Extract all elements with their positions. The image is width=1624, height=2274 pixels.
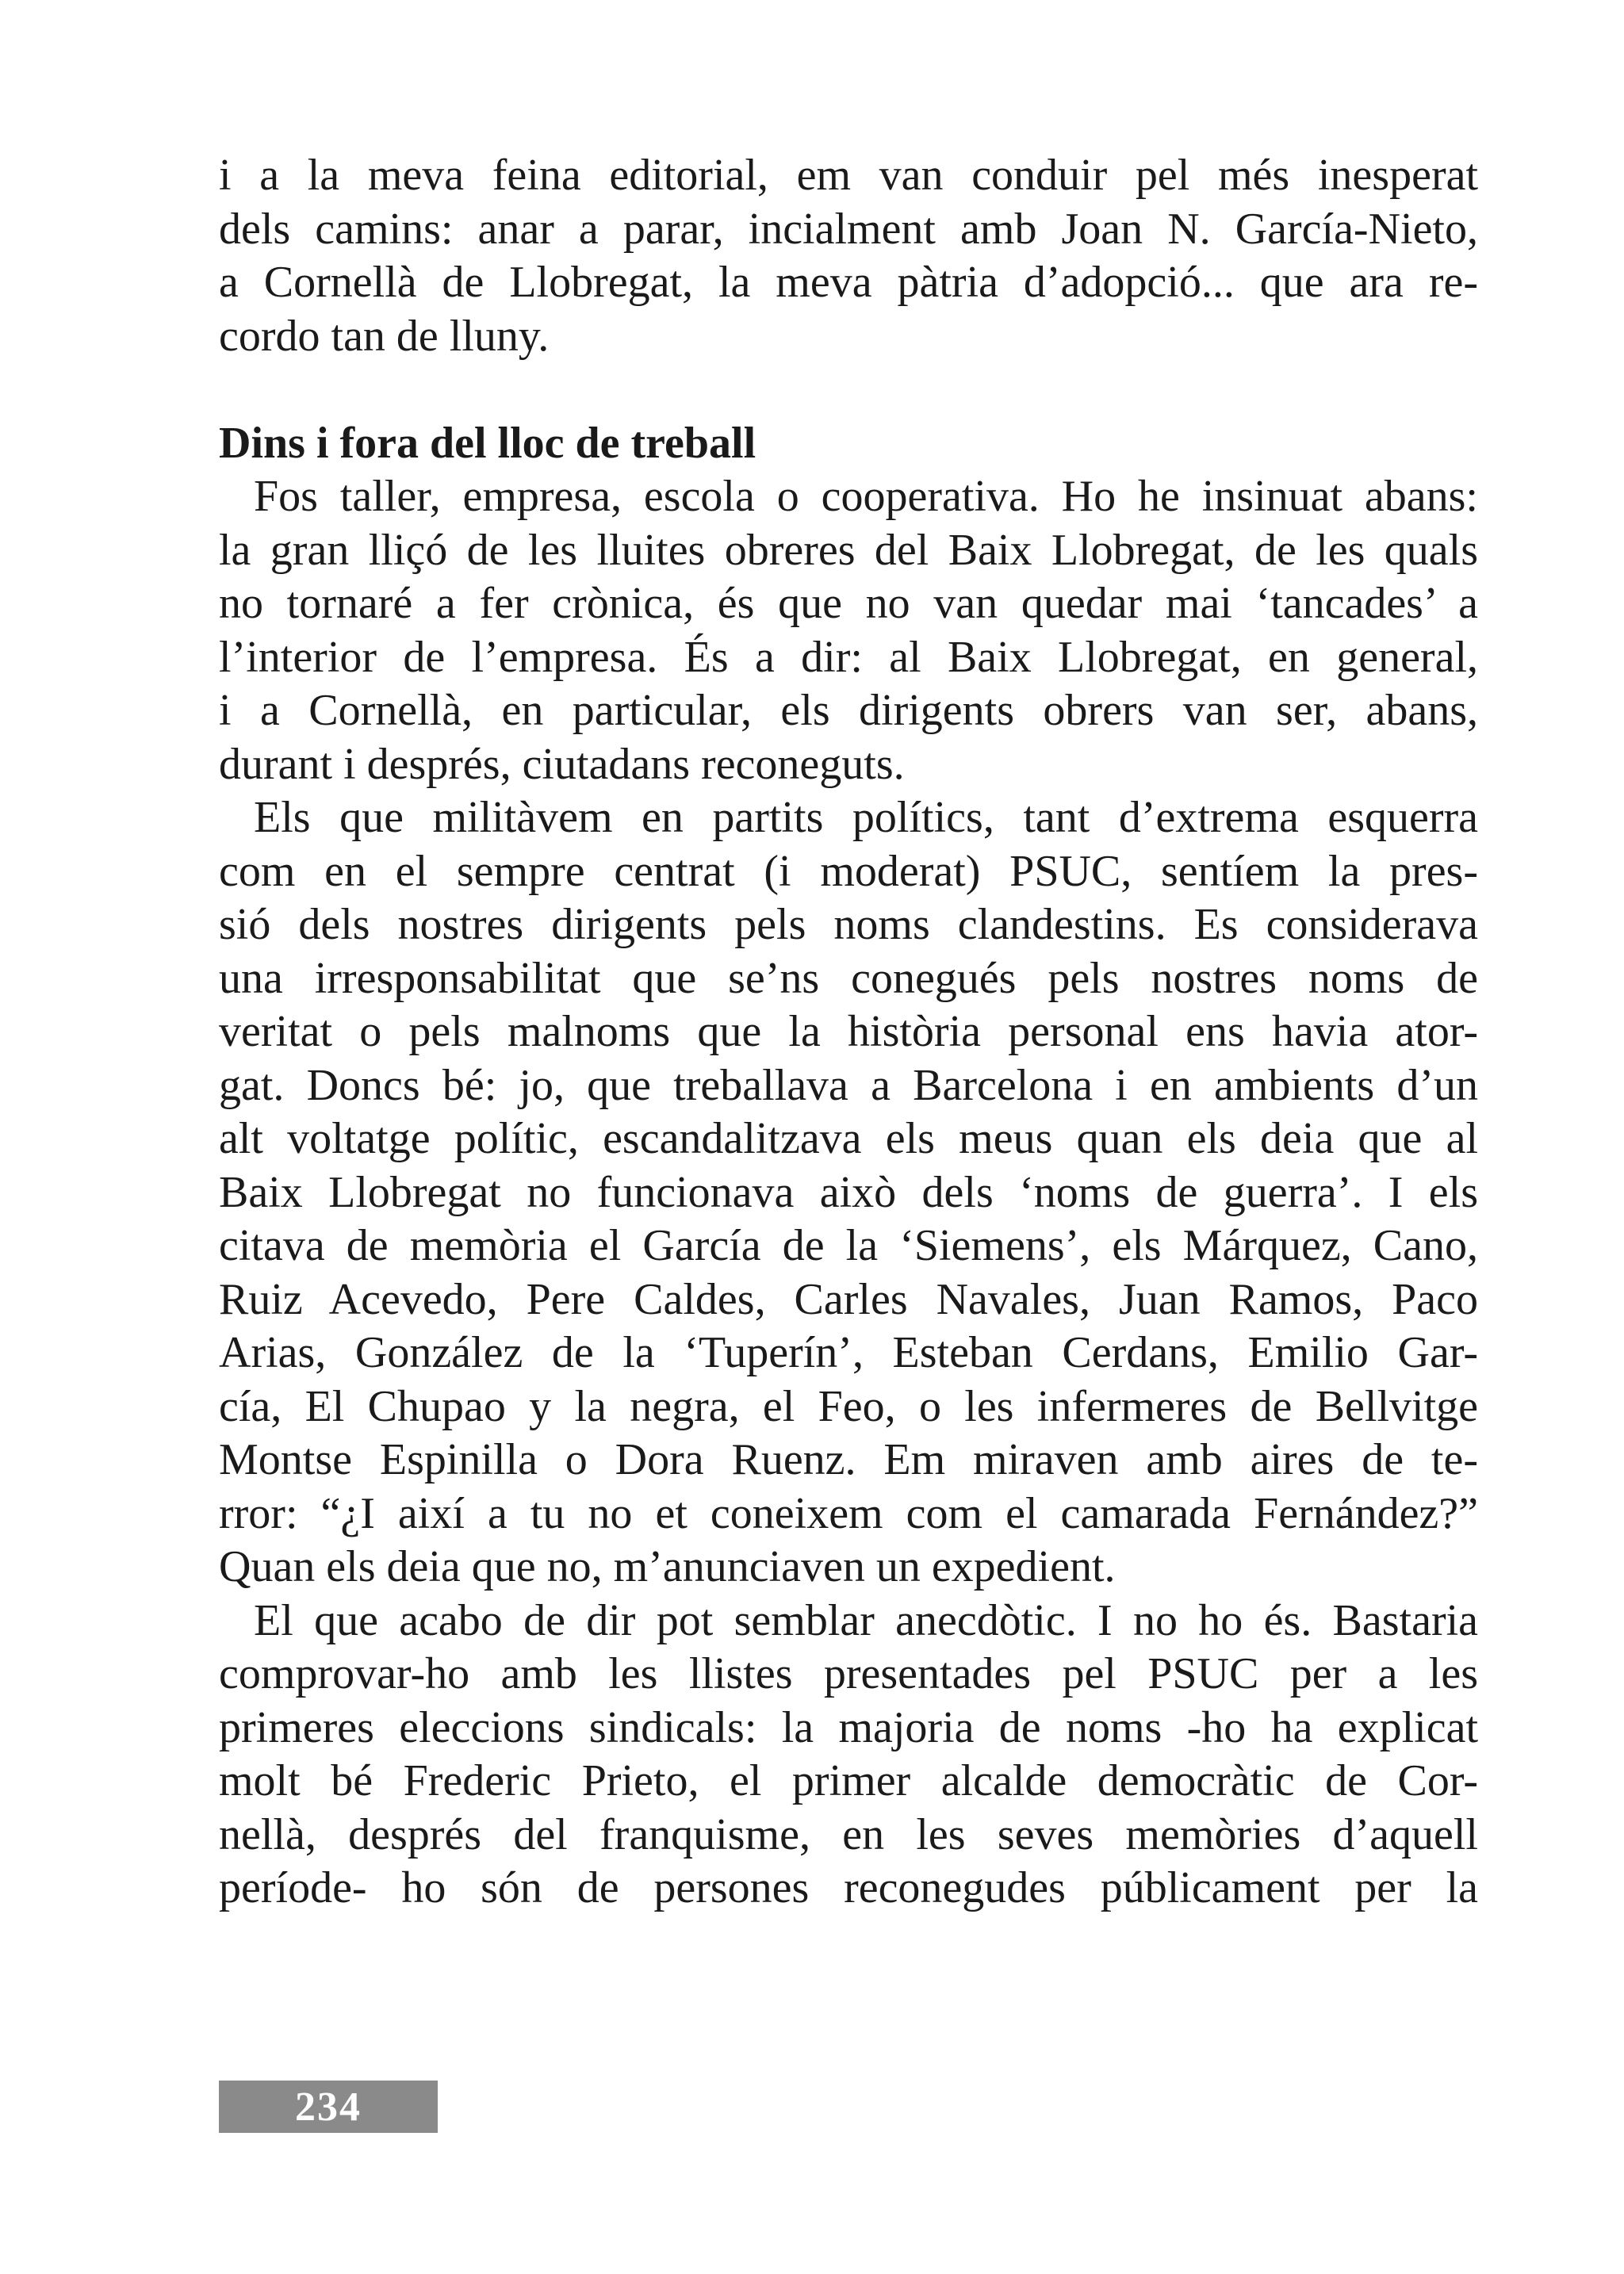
- text-line: Quan els deia que no, m’anunciaven un expedient.: [219, 1542, 1116, 1591]
- text-line: l’interior de l’empresa. És a dir: al Baix Llobregat, en general,: [219, 632, 1478, 682]
- text-line: Montse Espinilla o Dora Ruenz. Em miraven amb aires de te-: [219, 1435, 1478, 1484]
- text-line: citava de memòria el García de la ‘Siemens’, els Márquez, Cano,: [219, 1221, 1478, 1270]
- text-line: a Cornellà de Llobregat, la meva pàtria d’adopció... que ara re-: [219, 258, 1478, 307]
- paragraph-1: [219, 470, 1478, 791]
- text-line: gat. Doncs bé: jo, que treballava a Barcelona i en ambients d’un: [219, 1060, 1478, 1110]
- text-line: Fos taller, empresa, escola o cooperativa. Ho he insinuat abans:: [254, 472, 1478, 521]
- paragraph-continued: [219, 149, 1478, 363]
- text-line: Baix Llobregat no funcionava això dels ‘noms de guerra’. I els: [219, 1167, 1478, 1217]
- text-line: veritat o pels malnoms que la història personal ens havia ator-: [219, 1007, 1478, 1056]
- text-line: primeres eleccions sindicals: la majoria de noms -ho ha explicat: [219, 1702, 1478, 1752]
- page-number: 234: [295, 2084, 362, 2130]
- text-line: i a la meva feina editorial, em van conduir pel més inesperat: [219, 151, 1478, 200]
- text-line: comprovar-ho amb les llistes presentades pel PSUC per a les: [219, 1649, 1478, 1698]
- page-number-box: [219, 2081, 438, 2133]
- text-line: una irresponsabilitat que se’ns conegués pels nostres noms de: [219, 953, 1478, 1003]
- text-line: El que acabo de dir pot semblar anecdòtic. I no ho és. Bastaria: [254, 1595, 1478, 1645]
- text-line: dels camins: anar a parar, incialment amb Joan N. García-Nieto,: [219, 204, 1478, 254]
- text-line: cía, El Chupao y la negra, el Feo, o les infermeres de Bellvitge: [219, 1381, 1478, 1431]
- paragraph-2: [219, 791, 1478, 1594]
- text-line: Ruiz Acevedo, Pere Caldes, Carles Navales, Juan Ramos, Paco: [219, 1274, 1478, 1324]
- text-line: la gran lliçó de les lluites obreres del Baix Llobregat, de les quals: [219, 525, 1478, 575]
- text-line: Els que militàvem en partits polítics, tant d’extrema esquerra: [254, 793, 1478, 842]
- text-line: sió dels nostres dirigents pels noms clandestins. Es considerava: [219, 900, 1478, 949]
- text-line: durant i després, ciutadans reconeguts.: [219, 739, 905, 789]
- text-line: nellà, després del franquisme, en les seves memòries d’aquell: [219, 1809, 1478, 1859]
- text-line: rror: “¿I així a tu no et coneixem com el camarada Fernández?”: [219, 1488, 1478, 1538]
- text-line: molt bé Frederic Prieto, el primer alcalde democràtic de Cor-: [219, 1756, 1478, 1805]
- section-heading: Dins i fora del lloc de treball: [219, 418, 756, 468]
- page-body: [219, 149, 1478, 1916]
- paragraph-3: [219, 1594, 1478, 1916]
- text-line: i a Cornellà, en particular, els dirigents obrers van ser, abans,: [219, 686, 1478, 735]
- text-line: alt voltatge polític, escandalitzava els meus quan els deia que al: [219, 1114, 1478, 1163]
- text-line: com en el sempre centrat (i moderat) PSUC, sentíem la pres-: [219, 846, 1478, 896]
- text-line: cordo tan de lluny.: [219, 311, 550, 361]
- text-line: no tornaré a fer crònica, és que no van quedar mai ‘tancades’ a: [219, 579, 1478, 628]
- text-line: Arias, González de la ‘Tuperín’, Esteban Cerdans, Emilio Gar-: [219, 1328, 1478, 1377]
- text-line: període- ho són de persones reconegudes públicament per la: [219, 1863, 1478, 1912]
